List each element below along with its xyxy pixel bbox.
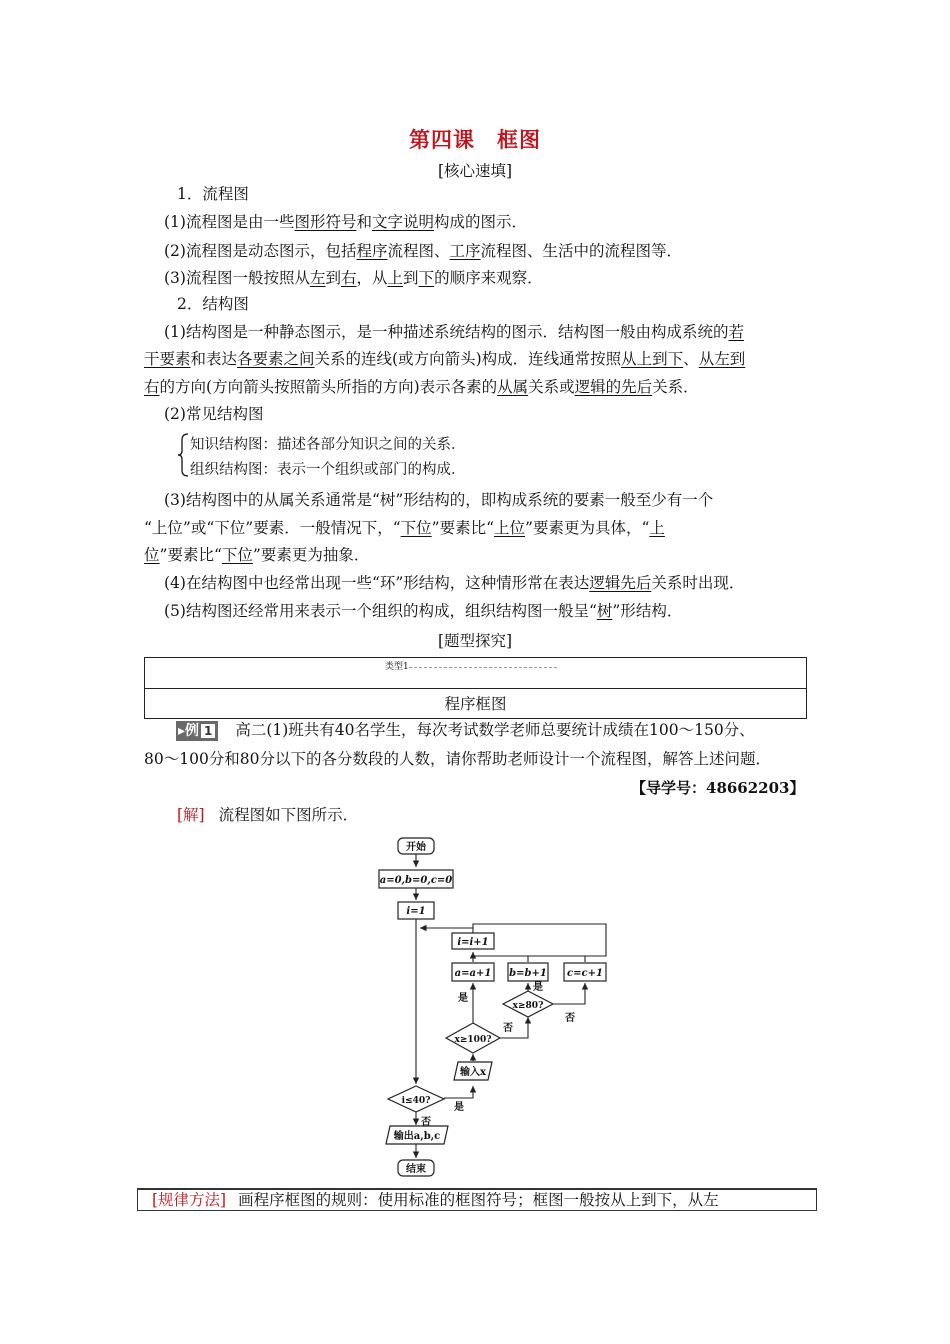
s2-p3-line2: “上位”或“下位”要素．一般情况下，“下位”要素比“上位”要素更为具体，“上 [144, 519, 665, 537]
fc-end: 结束 [406, 1164, 426, 1175]
fc-init: a=0,b=0,c=0 [379, 875, 453, 886]
example-ref: 【导学号：48662203】 [631, 779, 805, 797]
type-box [144, 657, 807, 719]
s2-p2: (2)常见结构图 [164, 405, 264, 423]
s2-p5: (5)结构图还经常用来表示一个组织的构成，组织结构图一般呈“树”形结构． [164, 602, 683, 620]
example-line1: ▸例 1 高二(1)班共有40名学生，每次考试数学老师总要统计成绩在100～150分、 [178, 721, 755, 739]
fc-c-inc: c=c+1 [567, 968, 603, 979]
flowchart [370, 836, 620, 1181]
fc-output: 输出a,b,c [393, 1131, 441, 1142]
method-box [137, 1188, 817, 1211]
fc-i-init: i=1 [406, 906, 426, 917]
s2-p1-line1: (1)结构图是一种静态图示，是一种描述系统结构的图示．结构图一般由构成系统的若 [164, 323, 744, 341]
section-explore-heading: [题型探究] [437, 632, 513, 650]
fc-yes-40: 是 [454, 1102, 464, 1113]
method-tag: [规律方法] [152, 1191, 227, 1209]
method-text: 画程序框图的规则：使用标准的框图符号；框图一般按从上到下，从左 [238, 1191, 719, 1209]
fc-b-inc: b=b+1 [509, 968, 547, 979]
fc-no-100: 否 [503, 1023, 513, 1034]
fc-inc: i=i+1 [457, 937, 489, 948]
s2-p1-line2: 干要素和表达各要素之间关系的连线(或方向箭头)构成．连线通常按照从上到下、从左到 [144, 350, 746, 368]
brace-icon [176, 432, 190, 478]
s1-p1: (1)流程图是由一些图形符号和文字说明构成的图示． [164, 213, 528, 231]
type-title: 程序框图 [444, 695, 507, 713]
type-tag: 类型1 [385, 662, 409, 672]
s2-p3-line1: (3)结构图中的从属关系通常是“树”形结构的，即构成系统的要素一般至少有一个 [164, 491, 714, 509]
fc-input: 输入x [460, 1067, 486, 1078]
solution-line: [解] 流程图如下图所示． [177, 806, 359, 824]
s2-p3-line3: 位”要素比“下位”要素更为抽象． [144, 546, 370, 564]
s1-p2: (2)流程图是动态图示，包括程序流程图、工序流程图、生活中的流程图等． [164, 242, 683, 260]
s2-p4: (4)在结构图中也经常出现一些“环”形结构，这种情形常在表达逻辑先后关系时出现． [164, 574, 745, 592]
page-title: 第四课 框图 [409, 127, 541, 152]
fc-start: 开始 [406, 842, 426, 853]
fc-a-inc: a=a+1 [454, 968, 492, 979]
brace-item-organization: 组织结构图：表示一个组织或部门的构成． [190, 462, 466, 478]
example-badge: ▸例 1 [176, 721, 218, 741]
fc-no-40: 否 [421, 1117, 431, 1128]
fc-cond80: x≥80? [512, 1001, 544, 1011]
section-core-heading: [核心速填] [437, 162, 513, 180]
brace-item-knowledge: 知识结构图：描述各部分知识之间的关系． [190, 437, 466, 453]
s2-p1-line3: 右的方向(方向箭头按照箭头所指的方向)表示各素的从属关系或逻辑的先后关系． [144, 378, 699, 396]
fc-cond100: x≥100? [454, 1035, 492, 1045]
example-line2: 80～100分和80分以下的各分数段的人数，请你帮助老师设计一个流程图，解答上述问题． [144, 750, 772, 768]
fc-cond40: i≤40? [401, 1096, 431, 1106]
s1-heading: 1．流程图 [177, 185, 249, 203]
fc-yes-100: 是 [458, 993, 468, 1004]
s1-p3: (3)流程图一般按照从左到右，从上到下的顺序来观察． [164, 269, 543, 287]
fc-yes-80: 是 [533, 982, 543, 993]
s2-heading: 2．结构图 [177, 295, 249, 313]
fc-no-80: 否 [565, 1013, 575, 1024]
